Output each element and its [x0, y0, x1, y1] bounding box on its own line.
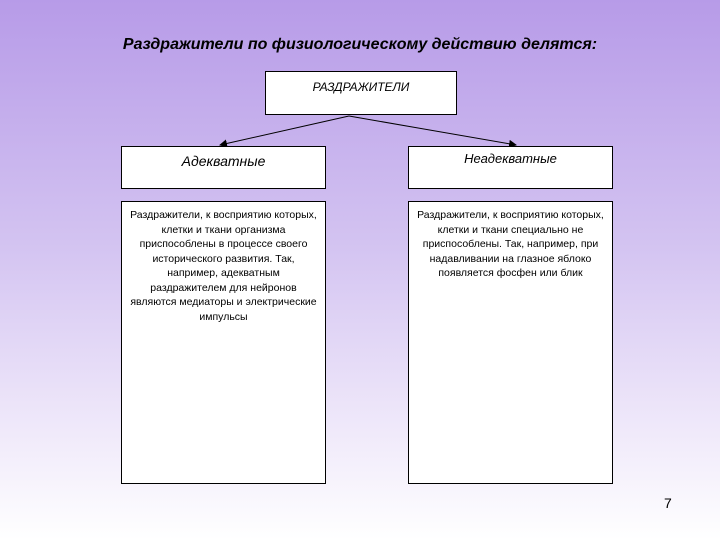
category-adequate-label: Адекватные	[181, 153, 266, 169]
arrow-to-inadequate	[349, 116, 516, 145]
category-adequate	[121, 146, 326, 189]
root-node	[265, 71, 457, 115]
slide-title: Раздражители по физиологическому действию делятся:	[122, 36, 598, 53]
page-number: 7	[664, 495, 672, 511]
description-inadequate-text: Раздражители, к восприятию которых, клетки и ткани специально не приспособлены. Так, например, при надавливании на глазное яблоко появляется фосфен или блик	[417, 209, 604, 279]
root-label: РАЗДРАЖИТЕЛИ	[312, 80, 410, 94]
description-adequate	[121, 201, 326, 484]
description-adequate-text: Раздражители, к восприятию которых, клетки и ткани организма приспособлены в процессе своего исторического развития. Так, например, адекватным раздражителем для нейронов являются медиаторы и электрические импульсы	[130, 209, 317, 323]
arrow-to-adequate	[220, 116, 349, 145]
description-inadequate	[408, 201, 613, 484]
category-inadequate-label: Неадекватные	[464, 151, 557, 166]
category-inadequate	[408, 146, 613, 189]
